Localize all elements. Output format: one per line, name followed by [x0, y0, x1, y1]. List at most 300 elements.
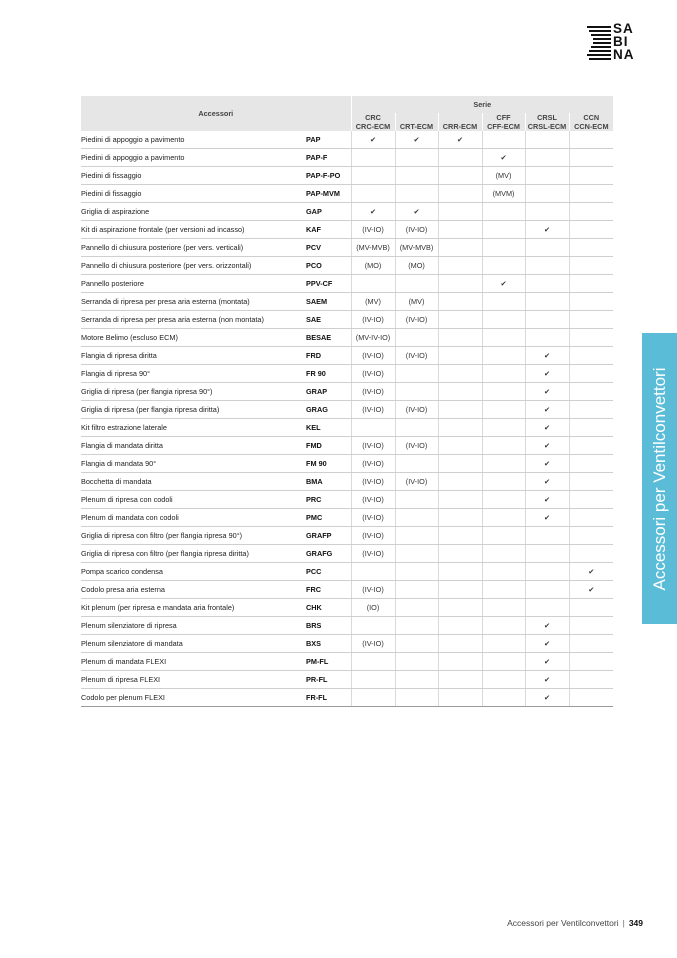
availability-cell — [482, 239, 525, 257]
availability-cell — [525, 293, 569, 311]
availability-cell — [482, 203, 525, 221]
availability-cell: (IV-IO) — [395, 221, 438, 239]
table-row — [81, 203, 613, 221]
availability-cell: (IV-IO) — [395, 311, 438, 329]
availability-cell — [351, 563, 395, 581]
availability-cell — [569, 239, 613, 257]
availability-cell — [438, 545, 482, 563]
availability-cell — [351, 653, 395, 671]
accessory-code: PRC — [306, 491, 351, 509]
accessory-description: Griglia di ripresa con filtro (per flangia ripresa diritta) — [81, 545, 306, 563]
availability-cell — [395, 185, 438, 203]
accessory-description: Flangia di ripresa 90° — [81, 365, 306, 383]
availability-cell — [395, 581, 438, 599]
header-serie: Serie — [351, 96, 613, 113]
availability-cell — [438, 671, 482, 689]
accessory-description: Griglia di aspirazione — [81, 203, 306, 221]
check-icon: ✔ — [525, 635, 569, 653]
availability-cell — [482, 365, 525, 383]
availability-cell — [569, 527, 613, 545]
accessory-code: PCC — [306, 563, 351, 581]
accessory-code: BMA — [306, 473, 351, 491]
check-icon: ✔ — [351, 203, 395, 221]
check-icon: ✔ — [525, 509, 569, 527]
availability-cell — [395, 653, 438, 671]
availability-cell — [569, 167, 613, 185]
table-body — [81, 131, 613, 707]
series-column-header — [395, 113, 438, 131]
table-row — [81, 689, 613, 707]
availability-cell — [569, 329, 613, 347]
availability-cell — [525, 149, 569, 167]
availability-cell: (IV-IO) — [351, 383, 395, 401]
availability-cell — [525, 275, 569, 293]
accessory-description: Flangia di mandata diritta — [81, 437, 306, 455]
availability-cell: (MV) — [351, 293, 395, 311]
availability-cell — [525, 167, 569, 185]
table-row — [81, 149, 613, 167]
availability-cell: (IV-IO) — [395, 401, 438, 419]
accessory-code: PPV-CF — [306, 275, 351, 293]
accessory-description: Piedini di appoggio a pavimento — [81, 131, 306, 149]
check-icon: ✔ — [525, 617, 569, 635]
accessory-description: Kit plenum (per ripresa e mandata aria frontale) — [81, 599, 306, 617]
availability-cell — [395, 671, 438, 689]
availability-cell: (MVM) — [482, 185, 525, 203]
availability-cell — [395, 545, 438, 563]
availability-cell — [395, 419, 438, 437]
availability-cell — [482, 221, 525, 239]
accessory-code: BESAE — [306, 329, 351, 347]
accessory-code: KEL — [306, 419, 351, 437]
availability-cell — [438, 275, 482, 293]
availability-cell: (IV-IO) — [351, 527, 395, 545]
series-name: CCN-ECM — [574, 122, 609, 131]
accessory-code: FR-FL — [306, 689, 351, 707]
series-column-header — [482, 113, 525, 131]
availability-cell — [569, 671, 613, 689]
accessories-table — [81, 96, 613, 707]
availability-cell: (IV-IO) — [395, 437, 438, 455]
accessory-description: Griglia di ripresa con filtro (per flangia ripresa 90°) — [81, 527, 306, 545]
accessory-code: GRAFG — [306, 545, 351, 563]
accessory-description: Pompa scarico condensa — [81, 563, 306, 581]
availability-cell — [438, 437, 482, 455]
accessory-description: Serranda di ripresa per presa aria esterna (non montata) — [81, 311, 306, 329]
table-row — [81, 347, 613, 365]
accessory-code: FR 90 — [306, 365, 351, 383]
table-row — [81, 491, 613, 509]
table-row — [81, 221, 613, 239]
availability-cell — [395, 617, 438, 635]
accessory-description: Motore Belimo (escluso ECM) — [81, 329, 306, 347]
accessory-code: PAP-MVM — [306, 185, 351, 203]
series-name: CRSL-ECM — [527, 122, 567, 131]
accessory-description: Serranda di ripresa per presa aria esterna (montata) — [81, 293, 306, 311]
check-icon: ✔ — [395, 203, 438, 221]
availability-cell: (MV-IV-IO) — [351, 329, 395, 347]
availability-cell — [482, 671, 525, 689]
availability-cell — [525, 545, 569, 563]
availability-cell: (IV-IO) — [351, 635, 395, 653]
availability-cell — [395, 509, 438, 527]
availability-cell — [395, 527, 438, 545]
availability-cell: (IV-IO) — [351, 347, 395, 365]
check-icon: ✔ — [525, 689, 569, 707]
accessory-description: Griglia di ripresa (per flangia ripresa 90°) — [81, 383, 306, 401]
availability-cell — [395, 167, 438, 185]
series-column-header — [351, 113, 395, 131]
check-icon: ✔ — [525, 383, 569, 401]
table-row — [81, 419, 613, 437]
availability-cell — [438, 329, 482, 347]
availability-cell — [482, 653, 525, 671]
page-footer — [507, 918, 643, 928]
availability-cell — [482, 401, 525, 419]
side-tab — [642, 333, 677, 624]
availability-cell — [482, 329, 525, 347]
availability-cell — [438, 293, 482, 311]
table-row — [81, 329, 613, 347]
accessory-description: Kit di aspirazione frontale (per versioni ad incasso) — [81, 221, 306, 239]
availability-cell: (IV-IO) — [351, 311, 395, 329]
availability-cell — [482, 527, 525, 545]
accessory-description: Plenum di mandata con codoli — [81, 509, 306, 527]
accessory-code: PCO — [306, 257, 351, 275]
check-icon: ✔ — [525, 671, 569, 689]
table-row — [81, 383, 613, 401]
table-row — [81, 599, 613, 617]
availability-cell — [438, 221, 482, 239]
availability-cell — [351, 149, 395, 167]
availability-cell — [438, 455, 482, 473]
check-icon: ✔ — [525, 653, 569, 671]
accessory-code: GRAG — [306, 401, 351, 419]
accessory-code: GAP — [306, 203, 351, 221]
availability-cell — [438, 473, 482, 491]
availability-cell — [438, 599, 482, 617]
accessory-code: FRD — [306, 347, 351, 365]
table-row — [81, 437, 613, 455]
availability-cell — [438, 347, 482, 365]
availability-cell — [569, 221, 613, 239]
availability-cell — [525, 239, 569, 257]
availability-cell — [482, 293, 525, 311]
accessory-description: Bocchetta di mandata — [81, 473, 306, 491]
table-row — [81, 455, 613, 473]
accessory-code: BRS — [306, 617, 351, 635]
footer-separator: | — [622, 918, 625, 928]
table-row — [81, 473, 613, 491]
availability-cell: (IV-IO) — [351, 401, 395, 419]
availability-cell — [438, 635, 482, 653]
availability-cell — [438, 653, 482, 671]
availability-cell — [351, 617, 395, 635]
logo-wordmark: SA BI NA — [613, 21, 635, 62]
availability-cell — [438, 617, 482, 635]
table-row — [81, 653, 613, 671]
series-column-header — [438, 113, 482, 131]
availability-cell: (MO) — [351, 257, 395, 275]
availability-cell — [569, 203, 613, 221]
accessory-description: Plenum di ripresa FLEXI — [81, 671, 306, 689]
accessory-description: Pannello posteriore — [81, 275, 306, 293]
accessory-code: PAP-F-PO — [306, 167, 351, 185]
check-icon: ✔ — [482, 149, 525, 167]
availability-cell — [569, 635, 613, 653]
accessory-code: PR-FL — [306, 671, 351, 689]
series-name: CRC — [365, 113, 381, 122]
table-row — [81, 131, 613, 149]
accessory-description: Flangia di ripresa diritta — [81, 347, 306, 365]
availability-cell — [438, 563, 482, 581]
availability-cell — [525, 599, 569, 617]
accessory-description: Plenum silenziatore di ripresa — [81, 617, 306, 635]
availability-cell: (IV-IO) — [351, 221, 395, 239]
availability-cell — [395, 491, 438, 509]
availability-cell: (MO) — [395, 257, 438, 275]
accessory-description: Codolo presa aria esterna — [81, 581, 306, 599]
table-row — [81, 239, 613, 257]
table-row — [81, 311, 613, 329]
accessory-description: Flangia di mandata 90° — [81, 455, 306, 473]
availability-cell: (IV-IO) — [351, 365, 395, 383]
check-icon: ✔ — [525, 401, 569, 419]
accessory-code: CHK — [306, 599, 351, 617]
accessory-code: GRAFP — [306, 527, 351, 545]
availability-cell — [438, 419, 482, 437]
availability-cell — [482, 563, 525, 581]
page-number: 349 — [628, 918, 643, 928]
availability-cell — [569, 365, 613, 383]
table-row — [81, 365, 613, 383]
availability-cell — [438, 491, 482, 509]
availability-cell — [569, 455, 613, 473]
availability-cell — [438, 149, 482, 167]
table-row — [81, 545, 613, 563]
accessory-description: Codolo per plenum FLEXI — [81, 689, 306, 707]
availability-cell — [569, 185, 613, 203]
availability-cell — [569, 653, 613, 671]
availability-cell — [482, 509, 525, 527]
availability-cell — [438, 689, 482, 707]
check-icon: ✔ — [525, 419, 569, 437]
accessory-code: SAEM — [306, 293, 351, 311]
accessory-code: FM 90 — [306, 455, 351, 473]
availability-cell — [438, 239, 482, 257]
table-row — [81, 185, 613, 203]
availability-cell — [482, 635, 525, 653]
availability-cell — [569, 401, 613, 419]
accessory-description: Pannello di chiusura posteriore (per vers. orizzontali) — [81, 257, 306, 275]
availability-cell: (IV-IO) — [351, 473, 395, 491]
availability-cell — [569, 473, 613, 491]
availability-cell — [525, 185, 569, 203]
accessory-code: BXS — [306, 635, 351, 653]
availability-cell — [395, 365, 438, 383]
logo-stripes-icon — [587, 25, 611, 63]
availability-cell — [351, 185, 395, 203]
availability-cell — [569, 419, 613, 437]
availability-cell — [351, 419, 395, 437]
availability-cell — [482, 383, 525, 401]
availability-cell: (MV) — [482, 167, 525, 185]
availability-cell — [525, 311, 569, 329]
availability-cell — [569, 545, 613, 563]
availability-cell — [438, 311, 482, 329]
check-icon: ✔ — [525, 221, 569, 239]
availability-cell — [569, 383, 613, 401]
table-row — [81, 509, 613, 527]
footer-section: Accessori per Ventilconvettori — [507, 918, 619, 928]
availability-cell — [438, 509, 482, 527]
availability-cell — [438, 257, 482, 275]
check-icon: ✔ — [525, 491, 569, 509]
table-row — [81, 563, 613, 581]
availability-cell — [482, 617, 525, 635]
table-row — [81, 275, 613, 293]
check-icon: ✔ — [395, 131, 438, 149]
table-row — [81, 617, 613, 635]
availability-cell — [482, 491, 525, 509]
accessory-code: PAP — [306, 131, 351, 149]
availability-cell: (MV) — [395, 293, 438, 311]
availability-cell — [569, 689, 613, 707]
availability-cell — [438, 365, 482, 383]
availability-cell — [525, 581, 569, 599]
availability-cell — [438, 527, 482, 545]
availability-cell — [395, 689, 438, 707]
availability-cell — [482, 347, 525, 365]
availability-cell — [438, 401, 482, 419]
availability-cell — [569, 347, 613, 365]
check-icon: ✔ — [569, 563, 613, 581]
accessory-code: PAP-F — [306, 149, 351, 167]
availability-cell — [525, 527, 569, 545]
table-row — [81, 167, 613, 185]
availability-cell — [482, 131, 525, 149]
availability-cell — [351, 689, 395, 707]
availability-cell — [351, 167, 395, 185]
check-icon: ✔ — [525, 347, 569, 365]
availability-cell — [482, 419, 525, 437]
availability-cell: (IV-IO) — [351, 455, 395, 473]
availability-cell: (IV-IO) — [351, 581, 395, 599]
accessory-description: Plenum di mandata FLEXI — [81, 653, 306, 671]
availability-cell — [482, 545, 525, 563]
availability-cell — [569, 617, 613, 635]
accessory-code: FRC — [306, 581, 351, 599]
accessory-description: Pannello di chiusura posteriore (per vers. verticali) — [81, 239, 306, 257]
availability-cell — [351, 275, 395, 293]
availability-cell — [395, 275, 438, 293]
check-icon: ✔ — [525, 437, 569, 455]
availability-cell — [569, 293, 613, 311]
availability-cell — [482, 581, 525, 599]
table-row — [81, 401, 613, 419]
table-row — [81, 581, 613, 599]
check-icon: ✔ — [438, 131, 482, 149]
availability-cell: (MV-MVB) — [351, 239, 395, 257]
series-name: CRT-ECM — [399, 122, 434, 131]
availability-cell — [569, 131, 613, 149]
availability-cell — [569, 275, 613, 293]
availability-cell — [569, 599, 613, 617]
series-name: CCN — [583, 113, 600, 122]
accessory-description: Plenum di ripresa con codoli — [81, 491, 306, 509]
availability-cell: (IV-IO) — [395, 347, 438, 365]
availability-cell: (IO) — [351, 599, 395, 617]
series-name: CFF-ECM — [487, 122, 520, 131]
series-name: CRC-ECM — [355, 122, 391, 131]
availability-cell — [438, 203, 482, 221]
series-name: CRSL — [537, 113, 557, 122]
availability-cell — [395, 563, 438, 581]
availability-cell — [569, 149, 613, 167]
availability-cell — [482, 455, 525, 473]
check-icon: ✔ — [525, 365, 569, 383]
table-row — [81, 527, 613, 545]
availability-cell — [525, 563, 569, 581]
table-row — [81, 257, 613, 275]
availability-cell — [395, 383, 438, 401]
availability-cell — [395, 149, 438, 167]
accessory-description: Plenum silenziatore di mandata — [81, 635, 306, 653]
accessory-code: KAF — [306, 221, 351, 239]
accessory-code: PMC — [306, 509, 351, 527]
availability-cell — [482, 689, 525, 707]
availability-cell: (IV-IO) — [351, 437, 395, 455]
availability-cell — [482, 473, 525, 491]
availability-cell — [525, 203, 569, 221]
brand-logo — [587, 21, 649, 63]
series-column-header — [525, 113, 569, 131]
availability-cell — [395, 329, 438, 347]
availability-cell — [569, 509, 613, 527]
availability-cell — [569, 491, 613, 509]
availability-cell — [569, 257, 613, 275]
accessory-code: PCV — [306, 239, 351, 257]
availability-cell: (IV-IO) — [351, 491, 395, 509]
availability-cell — [438, 581, 482, 599]
availability-cell — [482, 257, 525, 275]
availability-cell: (IV-IO) — [351, 545, 395, 563]
header-accessori: Accessori — [81, 96, 351, 131]
availability-cell — [569, 437, 613, 455]
table-header — [81, 96, 613, 131]
availability-cell — [438, 383, 482, 401]
check-icon: ✔ — [525, 473, 569, 491]
check-icon: ✔ — [525, 455, 569, 473]
series-name: CFF — [496, 113, 511, 122]
availability-cell — [395, 635, 438, 653]
accessory-description: Piedini di fissaggio — [81, 185, 306, 203]
accessory-description: Piedini di fissaggio — [81, 167, 306, 185]
availability-cell: (IV-IO) — [395, 473, 438, 491]
availability-cell — [525, 329, 569, 347]
table-row — [81, 671, 613, 689]
availability-cell — [525, 257, 569, 275]
availability-cell — [482, 311, 525, 329]
accessory-description: Kit filtro estrazione laterale — [81, 419, 306, 437]
accessory-code: FMD — [306, 437, 351, 455]
table-row — [81, 635, 613, 653]
accessory-code: SAE — [306, 311, 351, 329]
table-row — [81, 293, 613, 311]
check-icon: ✔ — [351, 131, 395, 149]
availability-cell: (IV-IO) — [351, 509, 395, 527]
accessory-code: PM-FL — [306, 653, 351, 671]
